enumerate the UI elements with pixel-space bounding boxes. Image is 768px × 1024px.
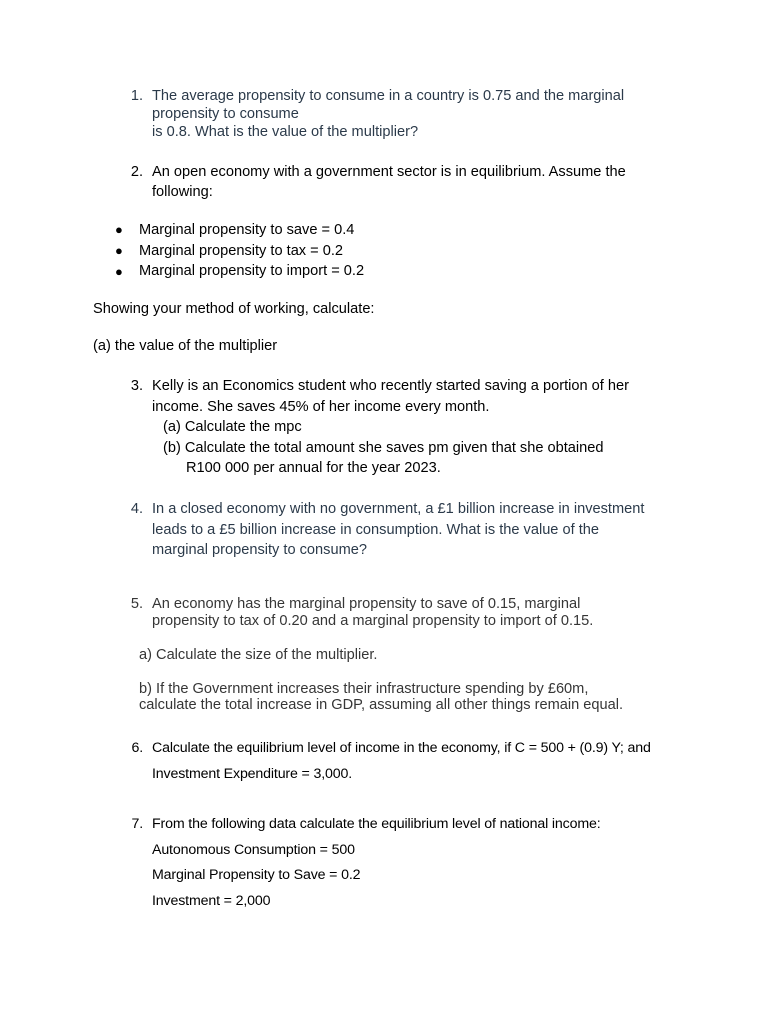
question-5-text-line-1: An economy has the marginal propensity to save of 0.15, marginal <box>152 596 581 612</box>
bullet-icon: ● <box>115 243 123 258</box>
question-7-text-line-3: Marginal Propensity to Save = 0.2 <box>152 867 361 883</box>
question-3-part-b-line-2: R100 000 per annual for the year 2023. <box>186 460 441 476</box>
question-3-number: 3. <box>130 378 143 394</box>
question-5-part-a: a) Calculate the size of the multiplier. <box>139 647 378 663</box>
question-2-bullet-2: Marginal propensity to tax = 0.2 <box>139 243 344 259</box>
question-7-text-line-4: Investment = 2,000 <box>152 893 271 909</box>
question-5-number: 5. <box>130 596 143 612</box>
question-4-text-line-2: leads to a £5 billion increase in consumption. What is the value of the <box>152 522 599 538</box>
question-3-text-line-1: Kelly is an Economics student who recently started saving a portion of her <box>152 378 629 394</box>
question-1-text-line-2: propensity to consume <box>152 106 299 122</box>
question-1-text-line-1: The average propensity to consume in a country is 0.75 and the marginal <box>152 88 625 104</box>
bullet-icon: ● <box>115 222 123 237</box>
question-6-number: 6. <box>131 740 143 756</box>
question-3-text-line-2: income. She saves 45% of her income every month. <box>152 399 490 415</box>
question-2-text-line-1: An open economy with a government sector is in equilibrium. Assume the <box>152 164 626 180</box>
question-2-bullet-1: Marginal propensity to save = 0.4 <box>139 222 355 238</box>
question-3-part-b-line-1: (b) Calculate the total amount she saves pm given that she obtained <box>163 440 604 456</box>
question-3-part-a: (a) Calculate the mpc <box>163 419 302 435</box>
question-2-instruction: Showing your method of working, calculate: <box>93 301 375 317</box>
question-1-text-line-3: is 0.8. What is the value of the multiplier? <box>152 124 419 140</box>
question-5-part-b-line-2: calculate the total increase in GDP, assuming all other things remain equal. <box>139 697 624 713</box>
question-5-text-line-2: propensity to tax of 0.20 and a marginal propensity to import of 0.15. <box>152 613 594 629</box>
question-4-text-line-3: marginal propensity to consume? <box>152 542 367 558</box>
bullet-icon: ● <box>115 264 123 279</box>
question-4-number: 4. <box>130 501 143 517</box>
question-1-number: 1. <box>130 88 143 104</box>
question-2-text-line-2: following: <box>152 184 213 200</box>
question-7-text-line-1: From the following data calculate the equilibrium level of national income: <box>152 816 601 832</box>
question-4-text-line-1: In a closed economy with no government, a £1 billion increase in investment <box>152 501 645 517</box>
question-2-bullet-3: Marginal propensity to import = 0.2 <box>139 263 365 279</box>
question-2-part-a: (a) the value of the multiplier <box>93 338 278 354</box>
question-2-number: 2. <box>130 164 143 180</box>
question-6-text-line-2: Investment Expenditure = 3,000. <box>152 766 353 782</box>
question-5-part-b-line-1: b) If the Government increases their infrastructure spending by £60m, <box>139 681 589 697</box>
question-7-number: 7. <box>131 816 143 832</box>
question-6-text-line-1: Calculate the equilibrium level of income in the economy, if C = 500 + (0.9) Y; and <box>152 740 651 756</box>
question-7-text-line-2: Autonomous Consumption = 500 <box>152 842 355 858</box>
